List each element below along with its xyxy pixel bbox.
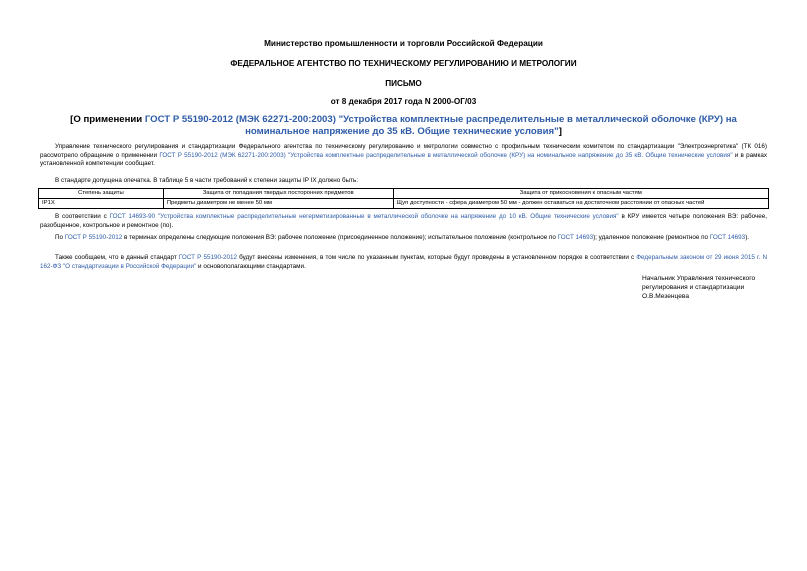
gost14693-link[interactable]: ГОСТ 14693-90 "Устройства комплектные распределительные негерметизированные в металлической оболочке на напряжение до 10 кВ. Общие технические условия" bbox=[109, 213, 619, 220]
intro-text-1: Управление технического регулирования и стандартизации Федерального агентства по техническому регулированию и метрологии совместно с профильным техническим комитетом по стандартизации "Электроэнергетика" (ТК 016) рассмотрело обращение о применении bbox=[40, 143, 767, 159]
document-type: ПИСЬМО bbox=[385, 79, 422, 88]
gost55190-link-2[interactable]: ГОСТ Р 55190-2012 bbox=[178, 254, 238, 261]
p5-text-3: и основополагающими стандартами. bbox=[196, 262, 306, 270]
p4-text-3: ); удаленное положение (ремонтное по bbox=[593, 234, 710, 241]
document-subject bbox=[40, 114, 767, 138]
agency-title: ФЕДЕРАЛЬНОЕ АГЕНТСТВО ПО ТЕХНИЧЕСКОМУ РЕГУЛИРОВАНИЮ И МЕТРОЛОГИИ bbox=[230, 59, 577, 68]
ip-table bbox=[38, 188, 769, 209]
paragraph-positions bbox=[40, 234, 767, 243]
paragraph-typo: В стандарте допущена опечатка. В таблице 5 в части требований к степени защиты IP IX должно быть: bbox=[55, 177, 359, 184]
gost14693-short-link-2[interactable]: ГОСТ 14693 bbox=[709, 234, 746, 241]
table-cell: Предметы диаметром не менее 50 мм bbox=[163, 199, 393, 209]
table-cell: IP1X bbox=[39, 199, 164, 209]
subject-gost-link[interactable]: ГОСТ Р 55190-2012 (МЭК 62271-200:2003) "Устройства комплектные распределительные в металлической оболочке (КРУ) на номинальное напряжение до 35 кВ. Общие технические условия" bbox=[144, 114, 737, 137]
subject-close: ] bbox=[558, 126, 562, 137]
subject-open: [О применении bbox=[70, 114, 145, 125]
p4-text-1: По bbox=[55, 234, 65, 241]
intro-text-2: и в рамках установленной компетенции сообщает. bbox=[40, 151, 768, 167]
paragraph-intro bbox=[40, 143, 767, 169]
table-header-row bbox=[39, 189, 769, 199]
date-number: от 8 декабря 2017 года N 2000-ОГ/03 bbox=[330, 97, 477, 106]
table-cell: Щуп доступности - сфера диаметром 50 мм - должен оставаться на достаточном расстоянии от опасных частей bbox=[393, 199, 768, 209]
gost55190-link[interactable]: ГОСТ Р 55190-2012 bbox=[64, 234, 123, 241]
paragraph-gost14693 bbox=[40, 213, 767, 230]
p3-text-2: в КРУ имеется четыре положения ВЭ: рабочее, разобщенное, контрольное и ремонтное (по). bbox=[40, 213, 768, 229]
p5-text-2: будут внесены изменения, в том числе по указанным пунктам, которые будут проведены в установленном порядке в соответствии с bbox=[237, 254, 637, 261]
p5-text-1: Также сообщаем, что в данный стандарт bbox=[55, 254, 179, 261]
federal-law-link[interactable]: Федеральным законом от 29 июня 2015 г. N 162-ФЗ "О стандартизации в Российской Федерации" bbox=[40, 254, 767, 270]
signature-position-1: Начальник Управления технического bbox=[642, 275, 756, 282]
ministry-title: Министерство промышленности и торговли Российской Федерации bbox=[264, 39, 543, 48]
intro-gost-link[interactable]: ГОСТ Р 55190-2012 (МЭК 62271-200:2003) "Устройства комплектные распределительные в металлической оболочке (КРУ) на номинальное напряжение до 35 кВ. Общие технические условия" bbox=[159, 151, 733, 159]
signature-position-2: регулирования и стандартизации bbox=[642, 284, 745, 291]
header-cell-degree: Степень защиты bbox=[39, 189, 164, 199]
p4-text-2: в терминах определены следующие положения ВЭ: рабочее положение (присоединенное положение); испытательное положение (контрольное по bbox=[122, 234, 558, 241]
signature-block bbox=[642, 274, 767, 301]
header-cell-solid: Защита от попадания твердых посторонних предметов bbox=[163, 189, 393, 199]
gost14693-short-link[interactable]: ГОСТ 14693 bbox=[557, 234, 594, 241]
p4-text-4: ). bbox=[745, 234, 750, 241]
paragraph-changes bbox=[40, 254, 767, 271]
header-cell-contact: Защита от прикосновения к опасным частям bbox=[393, 189, 768, 199]
p3-text-1: В соответствии с bbox=[55, 213, 110, 220]
signature-name: О.В.Мезенцева bbox=[642, 293, 690, 300]
table-row bbox=[39, 199, 769, 209]
